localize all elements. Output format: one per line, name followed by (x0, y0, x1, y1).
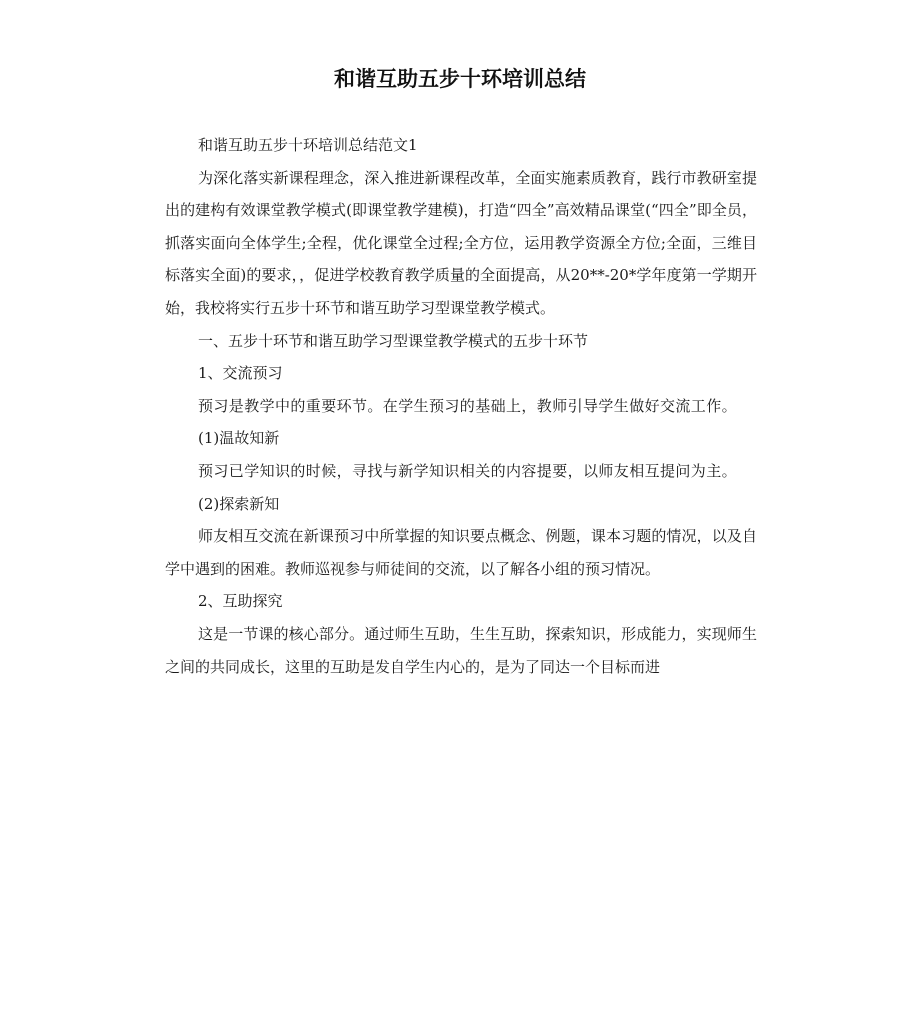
document-body (165, 129, 757, 683)
body-paragraph: 预习已学知识的时候，寻找与新学知识相关的内容提要，以师友相互提问为主。 (198, 461, 738, 480)
sub-step-heading: (2)探索新知 (198, 494, 280, 513)
step-heading: 2、互助探究 (198, 592, 283, 611)
section-heading: 一、五步十环节和谐互助学习型课堂教学模式的五步十环节 (198, 331, 589, 350)
step-heading: 1、交流预习 (198, 364, 283, 383)
body-paragraph: 师友相互交流在新课预习中所掌握的知识要点概念、例题，课本习题的情况，以及自学中遇到的困难。教师巡视参与师徒间的交流，以了解各小组的预习情况。 (165, 527, 757, 578)
body-paragraph: 预习是教学中的重要环节。在学生预习的基础上，教师引导学生做好交流工作。 (198, 396, 738, 415)
body-paragraph: 这是一节课的核心部分。通过师生互助，生生互助，探索知识，形成能力，实现师生之间的共同成长，这里的互助是发自学生内心的，是为了同达一个目标而进 (165, 624, 757, 676)
sub-step-heading: (1)温故知新 (198, 429, 280, 448)
document-title: 和谐互助五步十环培训总结 (334, 67, 586, 91)
intro-paragraph: 为深化落实新课程理念，深入推进新课程改革，全面实施素质教育，践行市教研室提出的建构有效课堂教学模式(即课堂教学建模)，打造“四全”高效精品课堂(“四全”即全员，抓落实面向全体学生;全程，优化课堂全过程;全方位，运用教学资源全方位;全面，三维目标落实全面)的要求，，促进学校教育教学质量的全面提高，从20**-20*学年度第一学期开始，我校将实行五步十环节和谐互助学习型课堂教学模式。 (165, 168, 757, 317)
subtitle-line: 和谐互助五步十环培训总结范文1 (198, 136, 418, 154)
